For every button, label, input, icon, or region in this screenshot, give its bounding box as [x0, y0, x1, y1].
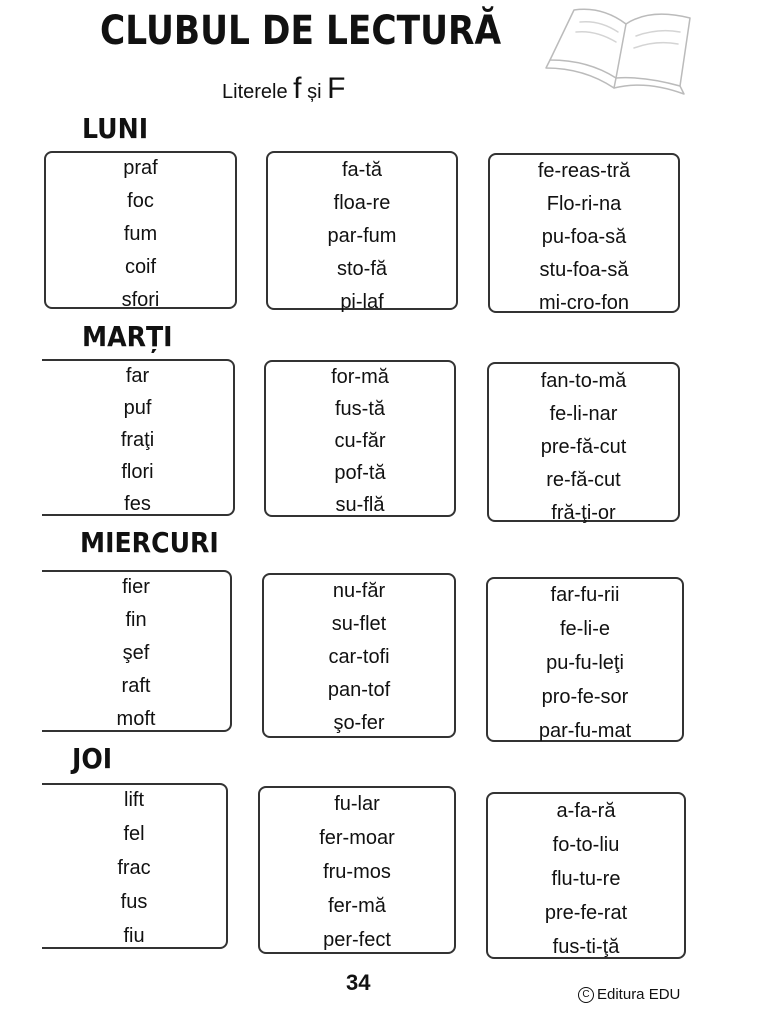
word: pre-fe-rat — [544, 902, 628, 924]
word: fer-moar — [319, 827, 395, 849]
word-box — [266, 151, 458, 313]
day-heading-miercuri: MIERCURI — [80, 526, 219, 559]
word: praf — [123, 157, 158, 179]
word: fră-ţi-or — [551, 502, 616, 524]
word: par-fum — [327, 225, 397, 247]
letter-uppercase: F — [327, 72, 346, 105]
word: pi-laf — [340, 291, 384, 313]
word: sto-fă — [336, 258, 388, 280]
word: fus — [120, 891, 148, 913]
word-box — [264, 360, 456, 517]
word: flori — [121, 461, 154, 483]
day-heading-joi: JOI — [72, 742, 113, 775]
word: fus-tă — [334, 398, 386, 420]
word: lift — [124, 789, 144, 811]
word: coif — [124, 256, 157, 278]
word: nu-făr — [332, 580, 386, 602]
word-box — [486, 577, 684, 742]
subtitle — [222, 72, 345, 106]
publisher-credit — [578, 986, 680, 1003]
word: fraţi — [120, 429, 155, 451]
word: fu-lar — [334, 793, 380, 815]
word: fru-mos — [323, 861, 391, 883]
word: fe-reas-tră — [537, 160, 631, 182]
word: fin — [125, 609, 147, 631]
day-heading-luni: LUNI — [82, 112, 149, 145]
word: fum — [123, 223, 158, 245]
subtitle-and: și — [307, 81, 322, 103]
word: moft — [116, 708, 156, 730]
word: floa-re — [333, 192, 391, 214]
word: raft — [121, 675, 151, 697]
word: foc — [127, 190, 154, 212]
word-box — [42, 570, 232, 732]
word: pof-tă — [334, 462, 386, 484]
word: for-mă — [331, 366, 389, 388]
word: par-fu-mat — [538, 720, 632, 742]
publisher-name: Editura EDU — [597, 986, 681, 1003]
word: su-flet — [331, 613, 387, 635]
word: su-flă — [335, 494, 385, 516]
day-heading-marti: MARȚI — [82, 320, 173, 353]
word-box — [258, 786, 456, 954]
word: mi-cro-fon — [538, 292, 629, 314]
open-book-icon — [540, 2, 700, 108]
word: fan-to-mă — [540, 370, 627, 392]
letter-lowercase: f — [293, 72, 302, 105]
word: far-fu-rii — [550, 584, 620, 606]
word: per-fect — [323, 929, 391, 951]
word: pan-tof — [327, 679, 391, 701]
word: pre-fă-cut — [540, 436, 627, 458]
word: cu-făr — [334, 430, 386, 452]
word-box — [44, 151, 237, 309]
word: fes — [124, 493, 151, 515]
word: puf — [123, 397, 152, 419]
word: a-fa-ră — [556, 800, 616, 822]
word: re-fă-cut — [546, 469, 621, 491]
page-number: 34 — [346, 970, 371, 995]
word: fe-li-nar — [549, 403, 618, 425]
word: flu-tu-re — [551, 868, 621, 890]
word: fel — [123, 823, 145, 845]
word: frac — [117, 857, 151, 879]
word: fe-li-e — [559, 618, 610, 640]
subtitle-prefix: Literele — [222, 81, 288, 103]
word-box — [486, 792, 686, 959]
copyright-icon: C — [578, 987, 594, 1003]
word: fo-to-liu — [552, 834, 620, 856]
word: fier — [122, 576, 150, 598]
word: pu-foa-să — [541, 226, 627, 248]
word-box — [487, 362, 680, 522]
word: sfori — [121, 289, 160, 311]
word-box — [42, 359, 235, 516]
word: fer-mă — [328, 895, 386, 917]
word: stu-foa-să — [539, 259, 629, 281]
word-box — [42, 783, 228, 949]
word-box — [262, 573, 456, 738]
word: şef — [122, 642, 150, 664]
word: pu-fu-leţi — [546, 652, 624, 674]
word: fa-tă — [341, 159, 383, 181]
word: far — [125, 365, 150, 387]
word-box — [488, 153, 680, 313]
word: fiu — [123, 925, 145, 947]
word: Flo-ri-na — [546, 193, 622, 215]
word: şo-fer — [333, 712, 385, 734]
word: fus-ti-ţă — [552, 936, 620, 958]
word: pro-fe-sor — [541, 686, 629, 708]
word: car-tofi — [328, 646, 390, 668]
page-title: CLUBUL DE LECTURĂ — [100, 8, 502, 54]
